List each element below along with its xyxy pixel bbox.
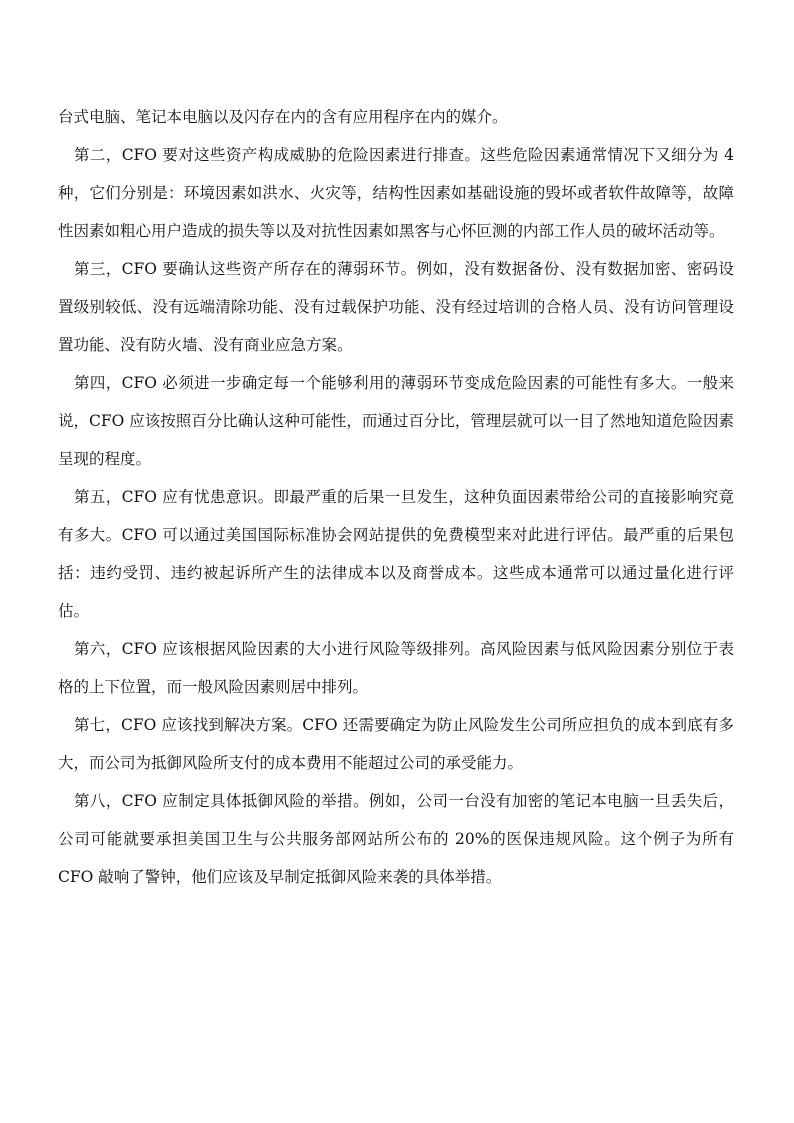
paragraph-second: 第二，CFO 要对这些资产构成威胁的危险因素进行排查。这些危险因素通常情况下又细分为 4 种，它们分别是：环境因素如洪水、火灾等，结构性因素如基础设施的毁坏或者软件故障等，故障性因素如粗心用户造成的损失等以及对抗性因素如黑客与心怀叵测的内部工作人员的破坏活动等。 xyxy=(58,146,734,240)
paragraph-seventh: 第七，CFO 应该找到解决方案。CFO 还需要确定为防止风险发生公司所应担负的成本到底有多大，而公司为抵御风险所支付的成本费用不能超过公司的承受能力。 xyxy=(58,716,734,772)
paragraph-third: 第三，CFO 要确认这些资产所存在的薄弱环节。例如，没有数据备份、没有数据加密、密码设置级别较低、没有远端清除功能、没有过载保护功能、没有经过培训的合格人员、没有访问管理设置功能、没有防火墙、没有商业应急方案。 xyxy=(58,260,734,354)
document-body xyxy=(58,98,734,896)
paragraph-sixth: 第六，CFO 应该根据风险因素的大小进行风险等级排列。高风险因素与低风险因素分别位于表格的上下位置，而一般风险因素则居中排列。 xyxy=(58,640,734,696)
paragraph-continuation: 台式电脑、笔记本电脑以及闪存在内的含有应用程序在内的媒介。 xyxy=(58,108,508,126)
paragraph-fifth: 第五，CFO 应有忧患意识。即最严重的后果一旦发生，这种负面因素带给公司的直接影响究竟有多大。CFO 可以通过美国国际标准协会网站提供的免费模型来对此进行评估。最严重的后果包括：违约受罚、违约被起诉所产生的法律成本以及商誉成本。这些成本通常可以通过量化进行评估。 xyxy=(58,488,734,620)
paragraph-fourth: 第四，CFO 必须进一步确定每一个能够利用的薄弱环节变成危险因素的可能性有多大。一般来说，CFO 应该按照百分比确认这种可能性，而通过百分比，管理层就可以一目了然地知道危险因素呈现的程度。 xyxy=(58,374,734,468)
paragraph-eighth: 第八，CFO 应制定具体抵御风险的举措。例如，公司一台没有加密的笔记本电脑一旦丢失后，公司可能就要承担美国卫生与公共服务部网站所公布的 20%的医保违规风险。这个例子为所有 CFO 敲响了警钟，他们应该及早制定抵御风险来袭的具体举措。 xyxy=(58,792,734,886)
